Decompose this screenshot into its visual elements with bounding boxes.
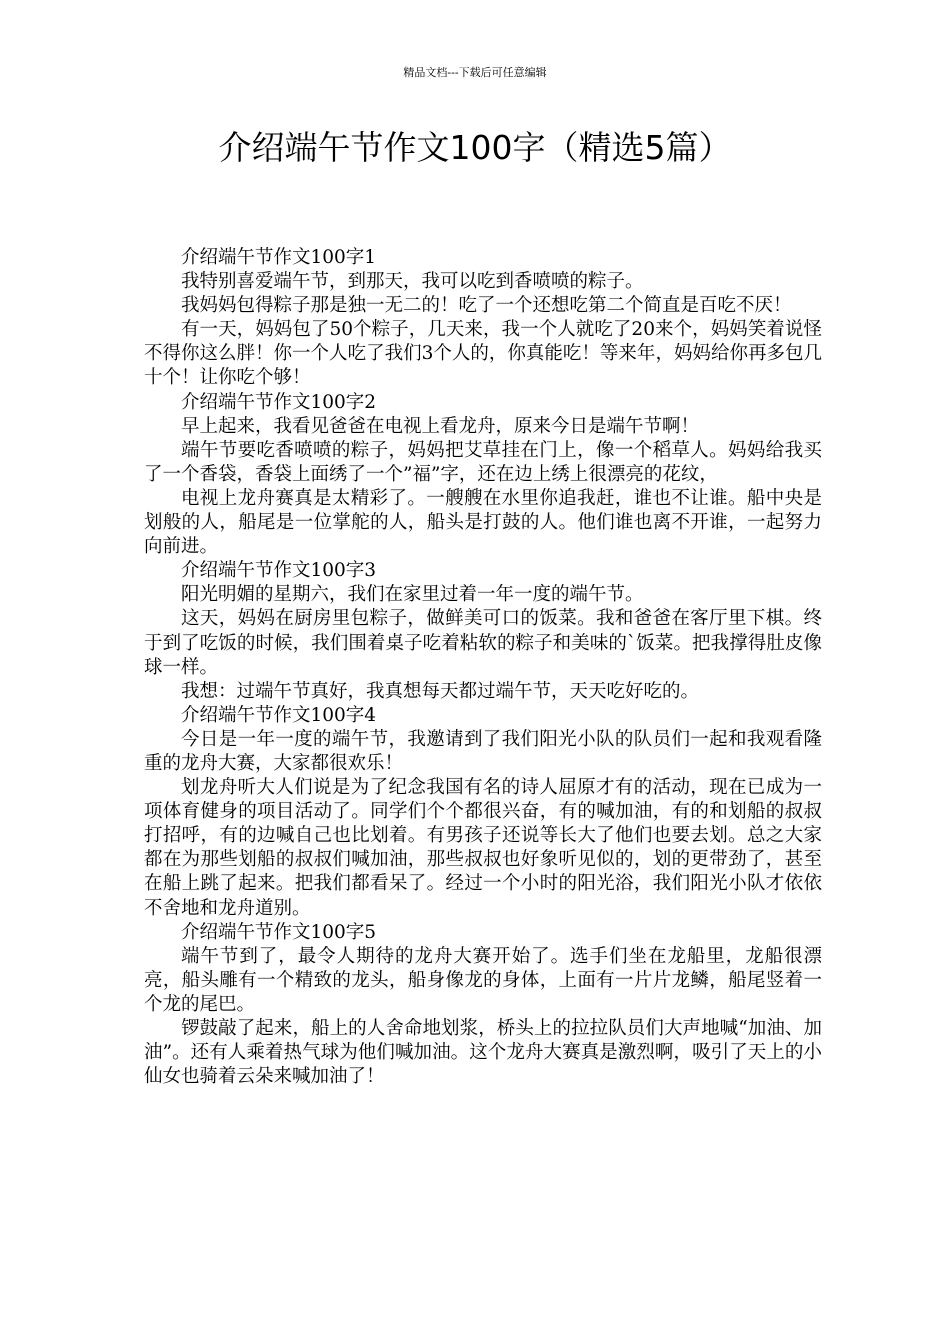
paragraph: 我妈妈包得粽子那是独一无二的！吃了一个还想吃第二个简直是百吃不厌！	[181, 295, 792, 317]
paragraph: 这天，妈妈在厨房里包粽子，做鲜美可口的饭菜。我和爸爸在客厅里下棋。终于到了吃饭的时候，我们围着桌子吃着粘软的粽子和美味的`饭菜。把我撑得肚皮像球一样。	[144, 608, 822, 678]
document-title: 介绍端午节作文100字（精选5篇）	[218, 128, 732, 167]
header-note: 精品文档---下载后可任意编辑	[403, 66, 547, 79]
paragraph: 端午节到了，最令人期待的龙舟大赛开始了。选手们坐在龙船里，龙船很漂亮，船头雕有一个精致的龙头，船身像龙的身体，上面有一片片龙鳞，船尾竖着一个龙的尾巴。	[144, 945, 822, 1015]
paragraph: 划龙舟听大人们说是为了纪念我国有名的诗人屈原才有的活动，现在已成为一项体育健身的项目活动了。同学们个个都很兴奋，有的喊加油，有的和划船的叔叔打招呼，有的边喊自己也比划着。有男孩子还说等长大了他们也要去划。总之大家都在为那些划船的叔叔们喊加油，那些叔叔也好象听见似的，划的更带劲了，甚至在船上跳了起来。把我们都看呆了。经过一个小时的阳光浴，我们阳光小队才依依不舍地和龙舟道别。	[144, 777, 822, 919]
section-heading: 介绍端午节作文100字1	[181, 247, 377, 268]
paragraph: 我想：过端午节真好，我真想每天都过端午节，天天吃好吃的。	[181, 680, 700, 702]
paragraph: 锣鼓敲了起来，船上的人舍命地划浆，桥头上的拉拉队员们大声地喊“加油、加油”。还有人乘着热气球为他们喊加油。这个龙舟大赛真是激烈啊，吸引了天上的小仙女也骑着云朵来喊加油了！	[144, 1018, 822, 1088]
paragraph: 早上起来，我看见爸爸在电视上看龙舟，原来今日是端午节啊！	[181, 415, 700, 437]
paragraph: 我特别喜爱端午节，到那天，我可以吃到香喷喷的粽子。	[181, 271, 644, 293]
paragraph: 电视上龙舟赛真是太精彩了。一艘艘在水里你追我赶，谁也不让谁。船中央是划般的人，船尾是一位掌舵的人，船头是打鼓的人。他们谁也离不开谁，一起努力向前进。	[144, 487, 822, 558]
section-heading: 介绍端午节作文100字5	[181, 921, 377, 943]
document-body	[144, 246, 822, 1089]
paragraph: 阳光明媚的星期六，我们在家里过着一年一度的端午节。	[181, 584, 644, 606]
paragraph: 端午节要吃香喷喷的粽子，妈妈把艾草挂在门上，像一个稻草人。妈妈给我买了一个香袋，香袋上面绣了一个”福”字，还在边上绣上很漂亮的花纹，	[144, 439, 822, 485]
paragraph: 今日是一年一度的端午节，我邀请到了我们阳光小队的队员们一起和我观看隆重的龙舟大赛，大家都很欢乐！	[144, 728, 822, 774]
section-heading: 介绍端午节作文100字3	[181, 560, 377, 582]
paragraph: 有一天，妈妈包了50个粽子，几天来，我一个人就吃了20来个，妈妈笑着说怪不得你这么胖！你一个人吃了我们3个人的，你真能吃！等来年，妈妈给你再多包几十个！让你吃个够！	[144, 319, 822, 389]
section-heading: 介绍端午节作文100字4	[181, 704, 377, 726]
section-heading: 介绍端午节作文100字2	[181, 391, 377, 413]
